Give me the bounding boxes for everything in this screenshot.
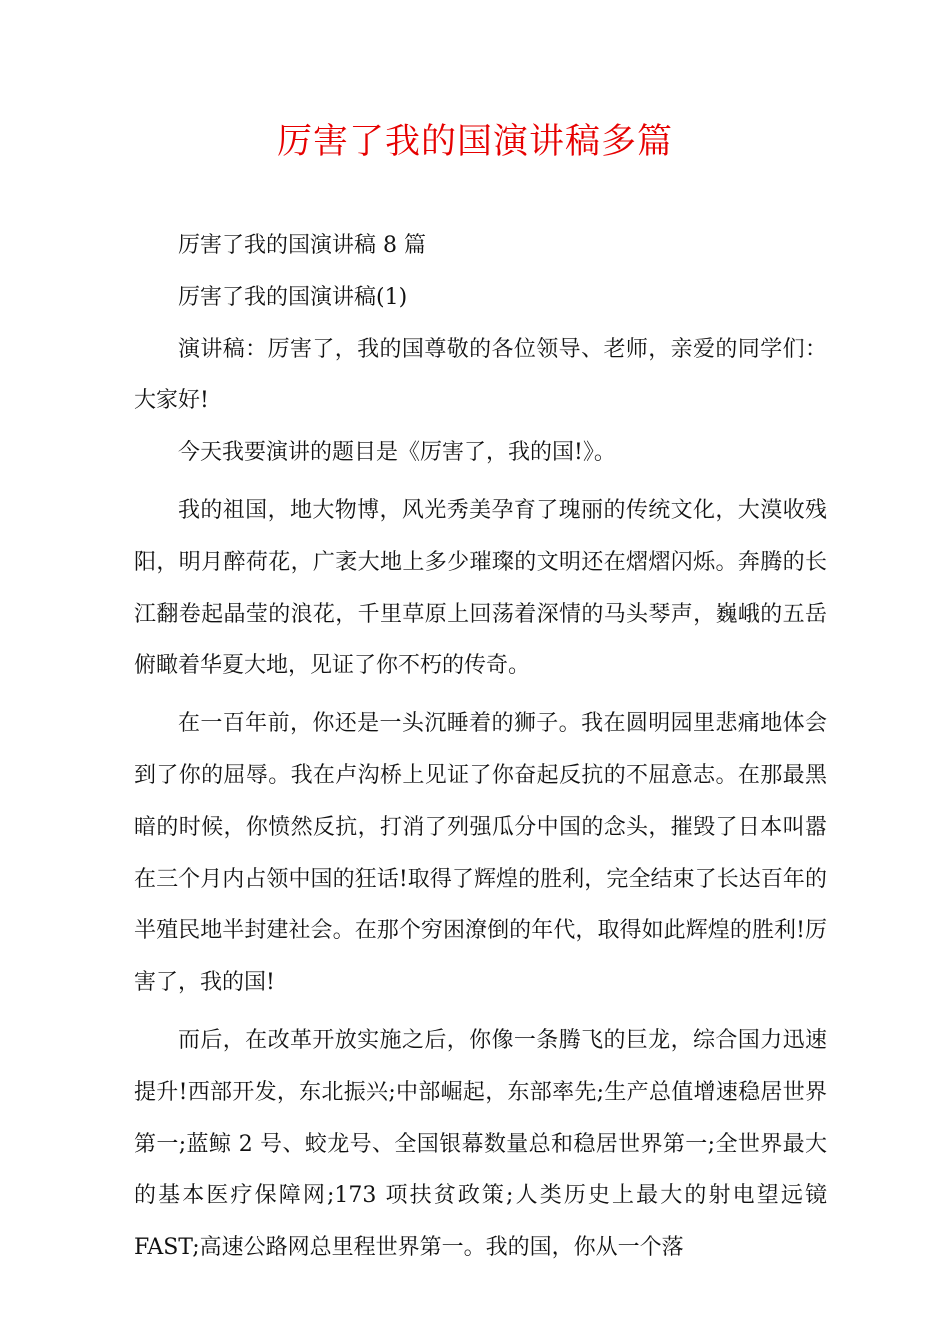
paragraph-topic: 今天我要演讲的题目是《厉害了，我的国!》。 (178, 440, 616, 466)
document-title: 厉害了我的国演讲稿多篇 (276, 122, 673, 162)
paragraph-greeting: 演讲稿：厉害了，我的国尊敬的各位领导、老师，亲爱的同学们：大家好! (134, 336, 827, 414)
paragraph-subtitle: 厉害了我的国演讲稿 8 篇 (178, 233, 426, 258)
paragraph-history: 在一百年前，你还是一头沉睡着的狮子。我在圆明园里悲痛地体会到了你的屈辱。我在卢沟桥上见证了你奋起反抗的不屈意志。在那最黑暗的时候，你愤然反抗，打消了列强瓜分中国的念头，摧毁了日本叫嚣在三个月内占领中国的狂话!取得了辉煌的胜利，完全结束了长达百年的半殖民地半封建社会。在那个穷困潦倒的年代，取得如此辉煌的胜利!厉害了，我的国! (134, 711, 827, 996)
paragraph-section-heading: 厉害了我的国演讲稿(1) (178, 284, 408, 310)
paragraph-reform: 而后，在改革开放实施之后，你像一条腾飞的巨龙，综合国力迅速提升!西部开发，东北振兴;中部崛起，东部率先;生产总值增速稳居世界第一;蓝鲸 2 号、蛟龙号、全国银幕数量总和稳居世界第一;全世界最大的基本医疗保障网;173 项扶贫政策;人类历史上最大的射电望远镜 FAST;高速公路网总里程世界第一。我的国，你从一个落 (134, 1027, 827, 1261)
document-body (134, 220, 827, 1274)
paragraph-motherland: 我的祖国，地大物博，风光秀美孕育了瑰丽的传统文化，大漠收残阳，明月醉荷花，广袤大地上多少璀璨的文明还在熠熠闪烁。奔腾的长江翻卷起晶莹的浪花，千里草原上回荡着深情的马头琴声，巍峨的五岳俯瞰着华夏大地，见证了你不朽的传奇。 (134, 497, 827, 679)
